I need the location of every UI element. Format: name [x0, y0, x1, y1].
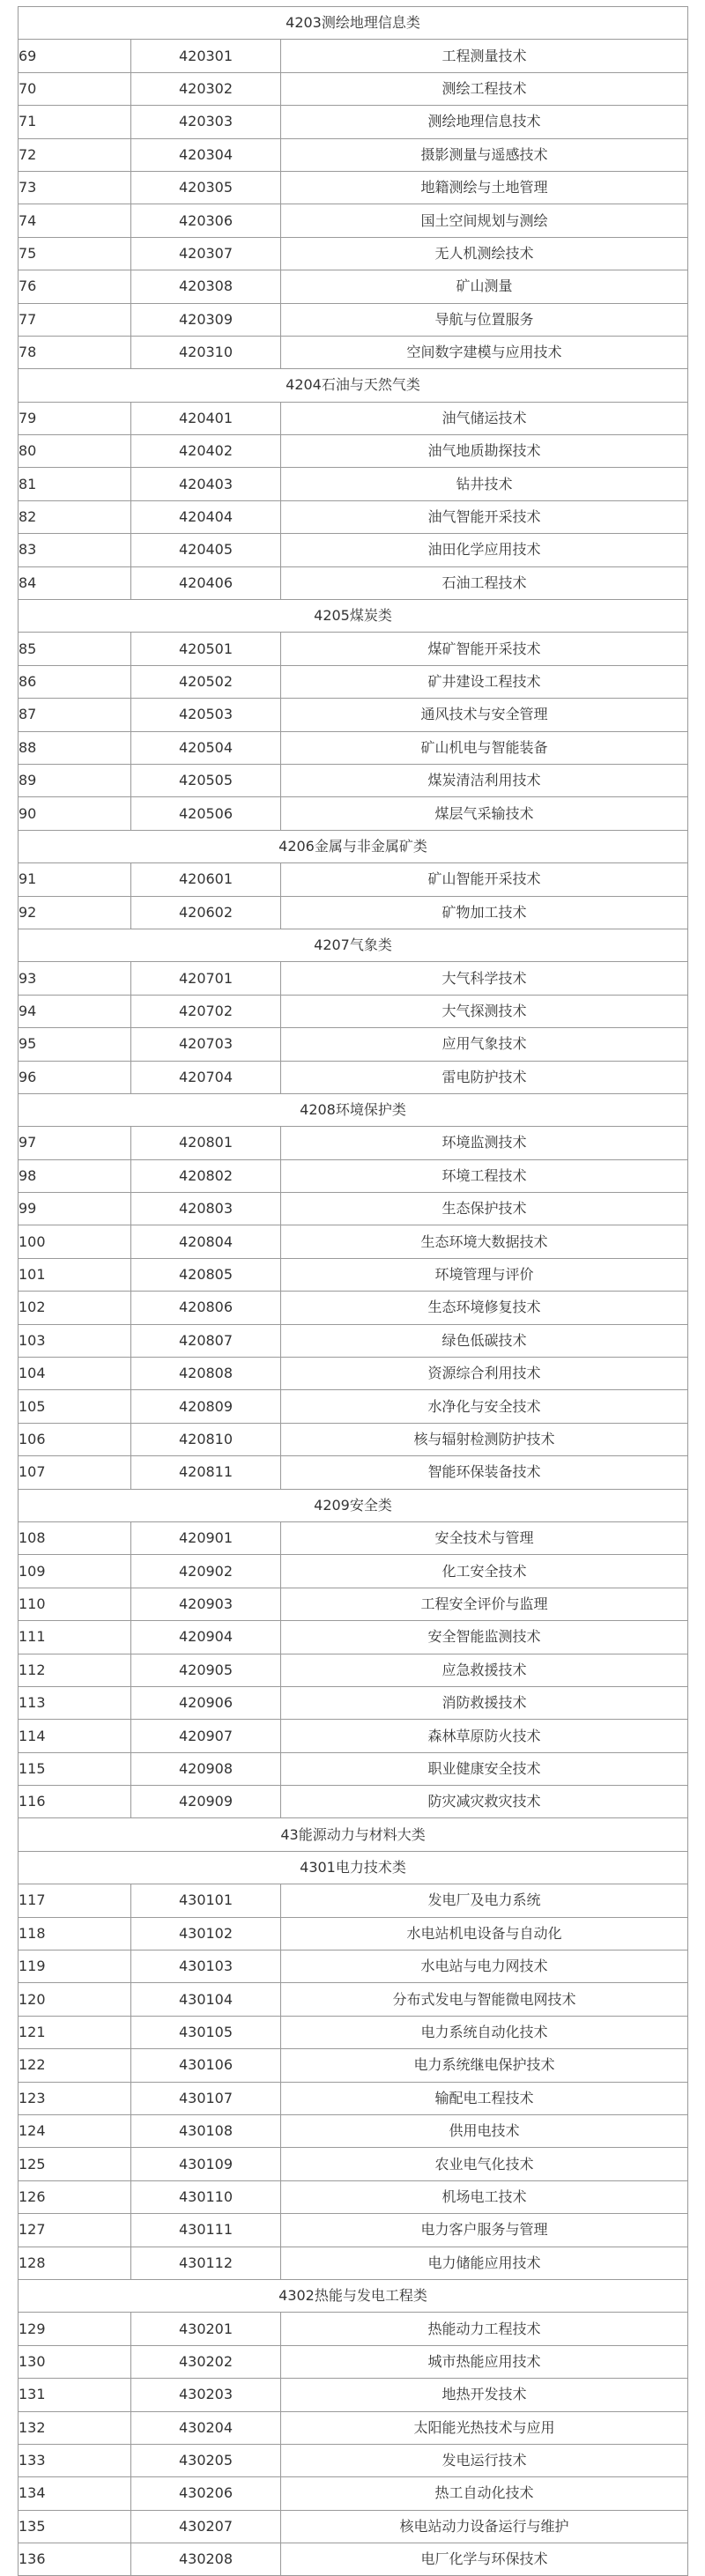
code-cell: 420402: [131, 435, 281, 468]
table-row: [19, 1752, 688, 1785]
code-cell: 420506: [131, 797, 281, 830]
code-cell: 420307: [131, 237, 281, 270]
seq-cell: 99: [19, 1193, 131, 1225]
table-row: [19, 1654, 688, 1686]
table-row: [19, 40, 688, 72]
seq-cell: 98: [19, 1159, 131, 1192]
table-row: [19, 2214, 688, 2247]
table-row: [19, 2444, 688, 2476]
seq-cell: 111: [19, 1621, 131, 1654]
major-name-cell: 工程测量技术: [281, 40, 688, 72]
category-row: [19, 600, 688, 633]
category-title: 4206金属与非金属矿类: [19, 830, 688, 862]
major-name-cell: 电力系统继电保护技术: [281, 2049, 688, 2082]
seq-cell: 101: [19, 1258, 131, 1291]
table-row: [19, 237, 688, 270]
table-row: [19, 1621, 688, 1654]
major-name-cell: 煤炭清洁利用技术: [281, 764, 688, 796]
code-cell: 420907: [131, 1720, 281, 1752]
table-row: [19, 962, 688, 995]
code-cell: 420505: [131, 764, 281, 796]
code-cell: 420801: [131, 1127, 281, 1159]
code-cell: 420901: [131, 1521, 281, 1554]
table-row: [19, 633, 688, 665]
major-name-cell: 绿色低碳技术: [281, 1324, 688, 1357]
major-name-cell: 油气储运技术: [281, 402, 688, 434]
code-cell: 420804: [131, 1225, 281, 1258]
code-cell: 420902: [131, 1555, 281, 1588]
seq-cell: 113: [19, 1686, 131, 1719]
code-cell: 420806: [131, 1292, 281, 1324]
code-cell: 420502: [131, 665, 281, 698]
seq-cell: 92: [19, 896, 131, 929]
seq-cell: 123: [19, 2082, 131, 2114]
seq-cell: 117: [19, 1884, 131, 1917]
major-name-cell: 发电厂及电力系统: [281, 1884, 688, 1917]
code-cell: 420305: [131, 171, 281, 204]
category-title: 4207气象类: [19, 929, 688, 961]
category-title: 4205煤炭类: [19, 600, 688, 633]
code-cell: 420403: [131, 468, 281, 500]
code-cell: 420404: [131, 500, 281, 533]
seq-cell: 85: [19, 633, 131, 665]
seq-cell: 133: [19, 2444, 131, 2476]
category-title: 43能源动力与材料大类: [19, 1818, 688, 1851]
major-name-cell: 工程安全评价与监理: [281, 1588, 688, 1620]
code-cell: 420811: [131, 1456, 281, 1489]
table-row: [19, 2016, 688, 2048]
category-row: [19, 929, 688, 961]
code-cell: 430105: [131, 2016, 281, 2048]
major-name-cell: 水电站机电设备与自动化: [281, 1917, 688, 1950]
major-name-cell: 热能动力工程技术: [281, 2313, 688, 2345]
category-row: [19, 830, 688, 862]
code-cell: 420703: [131, 1028, 281, 1061]
major-name-cell: 核与辐射检测防护技术: [281, 1423, 688, 1455]
table-row: [19, 2082, 688, 2114]
table-row: [19, 2345, 688, 2378]
table-row: [19, 1358, 688, 1390]
table-row: [19, 1720, 688, 1752]
code-cell: 430208: [131, 2543, 281, 2576]
major-name-cell: 化工安全技术: [281, 1555, 688, 1588]
code-cell: 420306: [131, 204, 281, 237]
category-title: 4208环境保护类: [19, 1093, 688, 1126]
code-cell: 420805: [131, 1258, 281, 1291]
code-cell: 420809: [131, 1390, 281, 1423]
seq-cell: 70: [19, 72, 131, 105]
code-cell: 420904: [131, 1621, 281, 1654]
table-row: [19, 2543, 688, 2576]
table-row: [19, 534, 688, 566]
table-row: [19, 1324, 688, 1357]
table-row: [19, 72, 688, 105]
table-row: [19, 1193, 688, 1225]
category-row: [19, 1093, 688, 1126]
seq-cell: 118: [19, 1917, 131, 1950]
category-row: [19, 369, 688, 402]
major-name-cell: 热工自动化技术: [281, 2477, 688, 2510]
seq-cell: 86: [19, 665, 131, 698]
table-row: [19, 1951, 688, 1983]
major-name-cell: 通风技术与安全管理: [281, 699, 688, 731]
table-row: [19, 764, 688, 796]
code-cell: 420309: [131, 303, 281, 336]
table-row: [19, 402, 688, 434]
table-row: [19, 2148, 688, 2180]
seq-cell: 105: [19, 1390, 131, 1423]
table-row: [19, 138, 688, 171]
table-row: [19, 1225, 688, 1258]
major-name-cell: 消防救援技术: [281, 1686, 688, 1719]
code-cell: 420401: [131, 402, 281, 434]
seq-cell: 129: [19, 2313, 131, 2345]
major-name-cell: 机场电工技术: [281, 2180, 688, 2213]
seq-cell: 110: [19, 1588, 131, 1620]
major-name-cell: 环境监测技术: [281, 1127, 688, 1159]
seq-cell: 79: [19, 402, 131, 434]
category-row: [19, 1489, 688, 1521]
major-name-cell: 安全技术与管理: [281, 1521, 688, 1554]
code-cell: 420906: [131, 1686, 281, 1719]
seq-cell: 82: [19, 500, 131, 533]
category-row: [19, 7, 688, 40]
table-row: [19, 1456, 688, 1489]
table-row: [19, 1588, 688, 1620]
code-cell: 420905: [131, 1654, 281, 1686]
seq-cell: 69: [19, 40, 131, 72]
code-cell: 420405: [131, 534, 281, 566]
major-name-cell: 水电站与电力网技术: [281, 1951, 688, 1983]
table-row: [19, 1390, 688, 1423]
table-row: [19, 2180, 688, 2213]
seq-cell: 116: [19, 1786, 131, 1818]
seq-cell: 71: [19, 106, 131, 138]
table-row: [19, 2510, 688, 2543]
code-cell: 420810: [131, 1423, 281, 1455]
major-name-cell: 电力系统自动化技术: [281, 2016, 688, 2048]
seq-cell: 125: [19, 2148, 131, 2180]
code-cell: 420501: [131, 633, 281, 665]
seq-cell: 96: [19, 1061, 131, 1093]
code-cell: 420302: [131, 72, 281, 105]
major-name-cell: 城市热能应用技术: [281, 2345, 688, 2378]
code-cell: 420406: [131, 566, 281, 599]
table-row: [19, 1028, 688, 1061]
table-row: [19, 1686, 688, 1719]
seq-cell: 131: [19, 2379, 131, 2411]
major-name-cell: 森林草原防火技术: [281, 1720, 688, 1752]
table-row: [19, 2049, 688, 2082]
seq-cell: 128: [19, 2247, 131, 2279]
code-cell: 420310: [131, 336, 281, 368]
table-row: [19, 863, 688, 896]
seq-cell: 81: [19, 468, 131, 500]
seq-cell: 102: [19, 1292, 131, 1324]
seq-cell: 120: [19, 1983, 131, 2016]
code-cell: 420702: [131, 995, 281, 1027]
major-name-cell: 煤矿智能开采技术: [281, 633, 688, 665]
seq-cell: 89: [19, 764, 131, 796]
major-name-cell: 电厂化学与环保技术: [281, 2543, 688, 2576]
code-cell: 430207: [131, 2510, 281, 2543]
code-cell: 420602: [131, 896, 281, 929]
major-name-cell: 大气科学技术: [281, 962, 688, 995]
table-row: [19, 1521, 688, 1554]
major-name-cell: 核电站动力设备运行与维护: [281, 2510, 688, 2543]
table-row: [19, 303, 688, 336]
category-title: 4203测绘地理信息类: [19, 7, 688, 40]
major-name-cell: 环境工程技术: [281, 1159, 688, 1192]
code-cell: 420503: [131, 699, 281, 731]
table-row: [19, 2477, 688, 2510]
code-cell: 430106: [131, 2049, 281, 2082]
major-name-cell: 电力客户服务与管理: [281, 2214, 688, 2247]
code-cell: 430104: [131, 1983, 281, 2016]
seq-cell: 91: [19, 863, 131, 896]
code-cell: 430110: [131, 2180, 281, 2213]
code-cell: 430109: [131, 2148, 281, 2180]
code-cell: 430201: [131, 2313, 281, 2345]
major-table: [18, 6, 688, 2576]
major-name-cell: 测绘地理信息技术: [281, 106, 688, 138]
seq-cell: 78: [19, 336, 131, 368]
seq-cell: 83: [19, 534, 131, 566]
seq-cell: 114: [19, 1720, 131, 1752]
major-name-cell: 测绘工程技术: [281, 72, 688, 105]
seq-cell: 73: [19, 171, 131, 204]
major-name-cell: 太阳能光热技术与应用: [281, 2411, 688, 2444]
code-cell: 430112: [131, 2247, 281, 2279]
major-name-cell: 煤层气采输技术: [281, 797, 688, 830]
table-row: [19, 1159, 688, 1192]
seq-cell: 122: [19, 2049, 131, 2082]
table-row: [19, 204, 688, 237]
seq-cell: 126: [19, 2180, 131, 2213]
major-name-cell: 农业电气化技术: [281, 2148, 688, 2180]
table-row: [19, 1258, 688, 1291]
category-title: 4204石油与天然气类: [19, 369, 688, 402]
major-name-cell: 矿物加工技术: [281, 896, 688, 929]
category-row: [19, 2279, 688, 2312]
seq-cell: 75: [19, 237, 131, 270]
major-name-cell: 智能环保装备技术: [281, 1456, 688, 1489]
major-name-cell: 输配电工程技术: [281, 2082, 688, 2114]
code-cell: 420807: [131, 1324, 281, 1357]
table-row: [19, 665, 688, 698]
major-name-cell: 生态环境大数据技术: [281, 1225, 688, 1258]
code-cell: 430204: [131, 2411, 281, 2444]
table-row: [19, 1127, 688, 1159]
seq-cell: 97: [19, 1127, 131, 1159]
major-name-cell: 空间数字建模与应用技术: [281, 336, 688, 368]
table-row: [19, 566, 688, 599]
major-name-cell: 摄影测量与遥感技术: [281, 138, 688, 171]
table-row: [19, 106, 688, 138]
seq-cell: 74: [19, 204, 131, 237]
major-name-cell: 油田化学应用技术: [281, 534, 688, 566]
seq-cell: 72: [19, 138, 131, 171]
table-body: [19, 7, 688, 2576]
code-cell: 420304: [131, 138, 281, 171]
category-title: 4301电力技术类: [19, 1851, 688, 1884]
seq-cell: 103: [19, 1324, 131, 1357]
code-cell: 420601: [131, 863, 281, 896]
code-cell: 420802: [131, 1159, 281, 1192]
code-cell: 430103: [131, 1951, 281, 1983]
table-row: [19, 1917, 688, 1950]
code-cell: 420303: [131, 106, 281, 138]
major-name-cell: 国土空间规划与测绘: [281, 204, 688, 237]
seq-cell: 134: [19, 2477, 131, 2510]
code-cell: 430101: [131, 1884, 281, 1917]
code-cell: 430111: [131, 2214, 281, 2247]
table-row: [19, 1061, 688, 1093]
seq-cell: 95: [19, 1028, 131, 1061]
table-row: [19, 896, 688, 929]
seq-cell: 127: [19, 2214, 131, 2247]
seq-cell: 77: [19, 303, 131, 336]
seq-cell: 88: [19, 731, 131, 764]
table-row: [19, 2411, 688, 2444]
category-title: 4209安全类: [19, 1489, 688, 1521]
table-row: [19, 1884, 688, 1917]
major-name-cell: 应急救援技术: [281, 1654, 688, 1686]
major-name-cell: 导航与位置服务: [281, 303, 688, 336]
major-name-cell: 矿山智能开采技术: [281, 863, 688, 896]
major-name-cell: 安全智能监测技术: [281, 1621, 688, 1654]
major-name-cell: 职业健康安全技术: [281, 1752, 688, 1785]
major-name-cell: 矿井建设工程技术: [281, 665, 688, 698]
major-name-cell: 生态环境修复技术: [281, 1292, 688, 1324]
code-cell: 420308: [131, 270, 281, 303]
major-name-cell: 环境管理与评价: [281, 1258, 688, 1291]
major-name-cell: 矿山机电与智能装备: [281, 731, 688, 764]
code-cell: 420903: [131, 1588, 281, 1620]
code-cell: 430206: [131, 2477, 281, 2510]
table-row: [19, 336, 688, 368]
seq-cell: 112: [19, 1654, 131, 1686]
seq-cell: 109: [19, 1555, 131, 1588]
table-row: [19, 2379, 688, 2411]
table-row: [19, 1786, 688, 1818]
code-cell: 420704: [131, 1061, 281, 1093]
major-name-cell: 大气探测技术: [281, 995, 688, 1027]
table-row: [19, 468, 688, 500]
code-cell: 420908: [131, 1752, 281, 1785]
code-cell: 420808: [131, 1358, 281, 1390]
table-row: [19, 699, 688, 731]
code-cell: 420701: [131, 962, 281, 995]
code-cell: 420504: [131, 731, 281, 764]
major-name-cell: 地籍测绘与土地管理: [281, 171, 688, 204]
seq-cell: 136: [19, 2543, 131, 2576]
seq-cell: 84: [19, 566, 131, 599]
code-cell: 420301: [131, 40, 281, 72]
major-name-cell: 油气地质勘探技术: [281, 435, 688, 468]
seq-cell: 104: [19, 1358, 131, 1390]
table-row: [19, 270, 688, 303]
seq-cell: 106: [19, 1423, 131, 1455]
seq-cell: 121: [19, 2016, 131, 2048]
table-row: [19, 995, 688, 1027]
seq-cell: 107: [19, 1456, 131, 1489]
major-name-cell: 水净化与安全技术: [281, 1390, 688, 1423]
code-cell: 430205: [131, 2444, 281, 2476]
category-row: [19, 1851, 688, 1884]
table-row: [19, 1555, 688, 1588]
table-row: [19, 2313, 688, 2345]
major-name-cell: 应用气象技术: [281, 1028, 688, 1061]
code-cell: 430102: [131, 1917, 281, 1950]
seq-cell: 93: [19, 962, 131, 995]
category-row: [19, 1818, 688, 1851]
code-cell: 420909: [131, 1786, 281, 1818]
seq-cell: 100: [19, 1225, 131, 1258]
table-row: [19, 1983, 688, 2016]
seq-cell: 130: [19, 2345, 131, 2378]
seq-cell: 119: [19, 1951, 131, 1983]
table-row: [19, 1292, 688, 1324]
major-name-cell: 无人机测绘技术: [281, 237, 688, 270]
table-row: [19, 500, 688, 533]
seq-cell: 108: [19, 1521, 131, 1554]
table-row: [19, 2115, 688, 2148]
major-name-cell: 资源综合利用技术: [281, 1358, 688, 1390]
seq-cell: 87: [19, 699, 131, 731]
seq-cell: 76: [19, 270, 131, 303]
major-name-cell: 矿山测量: [281, 270, 688, 303]
table-row: [19, 2247, 688, 2279]
major-name-cell: 发电运行技术: [281, 2444, 688, 2476]
major-name-cell: 防灾减灾救灾技术: [281, 1786, 688, 1818]
table-row: [19, 171, 688, 204]
major-name-cell: 生态保护技术: [281, 1193, 688, 1225]
major-name-cell: 供用电技术: [281, 2115, 688, 2148]
category-title: 4302热能与发电工程类: [19, 2279, 688, 2312]
seq-cell: 132: [19, 2411, 131, 2444]
major-name-cell: 油气智能开采技术: [281, 500, 688, 533]
seq-cell: 80: [19, 435, 131, 468]
major-name-cell: 分布式发电与智能微电网技术: [281, 1983, 688, 2016]
seq-cell: 90: [19, 797, 131, 830]
major-name-cell: 地热开发技术: [281, 2379, 688, 2411]
major-name-cell: 钻井技术: [281, 468, 688, 500]
code-cell: 430108: [131, 2115, 281, 2148]
seq-cell: 135: [19, 2510, 131, 2543]
seq-cell: 94: [19, 995, 131, 1027]
major-name-cell: 电力储能应用技术: [281, 2247, 688, 2279]
major-name-cell: 雷电防护技术: [281, 1061, 688, 1093]
table-row: [19, 797, 688, 830]
seq-cell: 124: [19, 2115, 131, 2148]
code-cell: 420803: [131, 1193, 281, 1225]
code-cell: 430203: [131, 2379, 281, 2411]
table-row: [19, 435, 688, 468]
code-cell: 430107: [131, 2082, 281, 2114]
code-cell: 430202: [131, 2345, 281, 2378]
table-row: [19, 731, 688, 764]
table-row: [19, 1423, 688, 1455]
seq-cell: 115: [19, 1752, 131, 1785]
major-name-cell: 石油工程技术: [281, 566, 688, 599]
